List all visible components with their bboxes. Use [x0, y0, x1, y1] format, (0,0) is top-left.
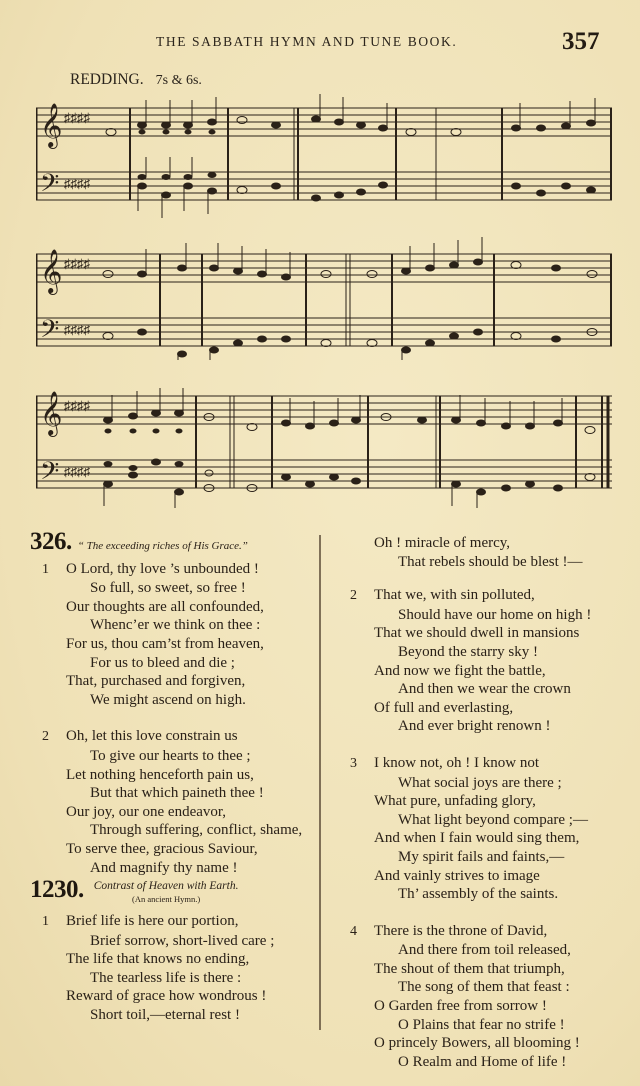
hymn-line: What pure, unfading glory, — [374, 793, 536, 810]
tune-title — [70, 71, 202, 89]
hymn-heading — [30, 528, 320, 556]
music-system-3 — [36, 372, 614, 512]
hymn-line: Through suffering, conflict, shame, — [90, 822, 303, 839]
svg-text:♯♯♯♯: ♯♯♯♯ — [64, 322, 90, 337]
hymn-line: Th’ assembly of the saints. — [398, 886, 559, 903]
hymn-line: And magnify thy name ! — [90, 859, 238, 876]
stanza — [30, 727, 320, 877]
svg-text:𝄢: 𝄢 — [40, 457, 60, 492]
hymn-line: O Plains that fear no strife ! — [398, 1016, 565, 1033]
svg-text:♯♯♯♯: ♯♯♯♯ — [64, 398, 90, 413]
hymn-line: To give our hearts to thee ; — [90, 747, 251, 764]
hymn-line: Beyond the starry sky ! — [398, 643, 538, 660]
hymn-line: For us, thou cam’st from heaven, — [66, 635, 264, 652]
hymn-line: I know not, oh ! I know not — [374, 754, 539, 771]
stanza — [350, 754, 630, 904]
verse-number: 1 — [42, 561, 49, 577]
hymn-line: We might ascend on high. — [90, 691, 246, 708]
hymn-subtitle: “ The exceeding riches of His Grace.” — [77, 540, 248, 552]
staff-notation-icon — [36, 92, 614, 222]
svg-text:𝄢: 𝄢 — [40, 169, 60, 204]
hymn-line: Our thoughts are all confounded, — [66, 598, 264, 615]
stanza — [30, 560, 320, 710]
tune-name: REDDING. — [70, 71, 144, 88]
hymn-line: Let nothing henceforth pain us, — [66, 766, 254, 783]
hymn-line: That rebels should be blest !— — [398, 553, 583, 570]
verse-number: 2 — [42, 729, 49, 745]
stanza — [350, 922, 630, 1072]
verse-number: 2 — [350, 588, 357, 604]
hymn-line: To serve thee, gracious Saviour, — [66, 840, 258, 857]
hymn-number: 326. — [30, 528, 72, 555]
music-system-1 — [36, 92, 614, 222]
hymn-line: My spirit fails and faints,— — [398, 848, 565, 865]
hymn-subtitle: Contrast of Heaven with Earth. — [93, 880, 239, 892]
hymn-heading — [30, 877, 320, 906]
stanza — [30, 912, 320, 1025]
hymn-1230-continued — [350, 534, 630, 1071]
hymn-line: Short toil,—eternal rest ! — [90, 1006, 240, 1023]
stanza — [350, 586, 630, 736]
hymn-line: And now we fight the battle, — [374, 662, 546, 679]
svg-text:𝄞: 𝄞 — [40, 103, 63, 147]
hymn-1230 — [30, 877, 320, 1025]
hymn-line: Oh, let this love constrain us — [66, 728, 238, 745]
hymn-line: And ever bright renown ! — [398, 718, 551, 735]
running-head: THE SABBATH HYMN AND TUNE BOOK. — [156, 34, 458, 49]
hymn-line: The song of them that feast : — [398, 979, 570, 996]
hymn-subtitle-note: (An ancient Hymn.) — [132, 894, 201, 904]
svg-text:♯♯♯♯: ♯♯♯♯ — [64, 256, 90, 271]
staff-notation-icon — [36, 232, 614, 362]
hymn-line: But that which paineth thee ! — [90, 785, 264, 802]
hymn-line: So full, so sweet, so free ! — [90, 580, 246, 597]
hymn-line: O Lord, thy love ’s unbounded ! — [66, 560, 259, 577]
page-number: 357 — [562, 28, 600, 55]
music-system-2 — [36, 232, 614, 362]
hymn-line: Oh ! miracle of mercy, — [374, 535, 511, 551]
hymn-number: 1230. — [30, 876, 84, 903]
hymn-line: The tearless life is there : — [90, 969, 242, 986]
svg-text:♯♯♯♯: ♯♯♯♯ — [64, 110, 90, 125]
verse-number: 1 — [42, 914, 49, 929]
hymn-line: That, purchased and forgiven, — [66, 673, 246, 690]
hymn-line: O Realm and Home of life ! — [398, 1053, 567, 1070]
svg-text:𝄞: 𝄞 — [40, 391, 63, 435]
svg-text:♯♯♯♯: ♯♯♯♯ — [64, 464, 90, 479]
hymn-line: Brief life is here our portion, — [66, 913, 239, 929]
hymn-line: What social joys are there ; — [398, 774, 562, 791]
hymn-line: What light beyond compare ;— — [398, 811, 588, 828]
hymn-line: The shout of them that triumph, — [374, 960, 565, 977]
verse-number: 3 — [350, 755, 357, 771]
verse-number: 4 — [350, 923, 357, 939]
stanza-continuation — [350, 534, 630, 571]
hymn-line: Our joy, our one endeavor, — [66, 803, 227, 820]
hymn-line: Of full and everlasting, — [374, 699, 514, 716]
svg-text:𝄢: 𝄢 — [40, 315, 60, 350]
hymn-line: The life that knows no ending, — [66, 951, 250, 968]
hymn-line: And then we wear the crown — [398, 681, 571, 698]
hymn-line: And when I fain would sing them, — [374, 830, 580, 847]
hymn-line: That we, with sin polluted, — [374, 587, 535, 604]
tune-meter: 7s & 6s. — [155, 73, 202, 88]
svg-text:♯♯♯♯: ♯♯♯♯ — [64, 176, 90, 191]
hymn-326 — [30, 528, 320, 877]
hymn-line: That we should dwell in mansions — [374, 625, 580, 642]
hymn-line: O princely Bowers, all blooming ! — [374, 1035, 580, 1052]
hymn-line: Reward of grace how wondrous ! — [66, 988, 267, 1005]
hymn-line: O Garden free from sorrow ! — [374, 998, 547, 1015]
staff-notation-icon — [36, 372, 614, 512]
hymn-line: Whenc’er we think on thee : — [90, 617, 261, 634]
svg-text:𝄞: 𝄞 — [40, 249, 63, 293]
hymn-line: And there from toil released, — [398, 942, 571, 959]
hymn-line: Should have our home on high ! — [398, 606, 592, 623]
hymn-line: And vainly strives to image — [374, 867, 540, 884]
hymn-line: There is the throne of David, — [374, 922, 548, 939]
hymn-line: For us to bleed and die ; — [90, 654, 235, 671]
hymn-line: Brief sorrow, short-lived care ; — [90, 932, 275, 949]
